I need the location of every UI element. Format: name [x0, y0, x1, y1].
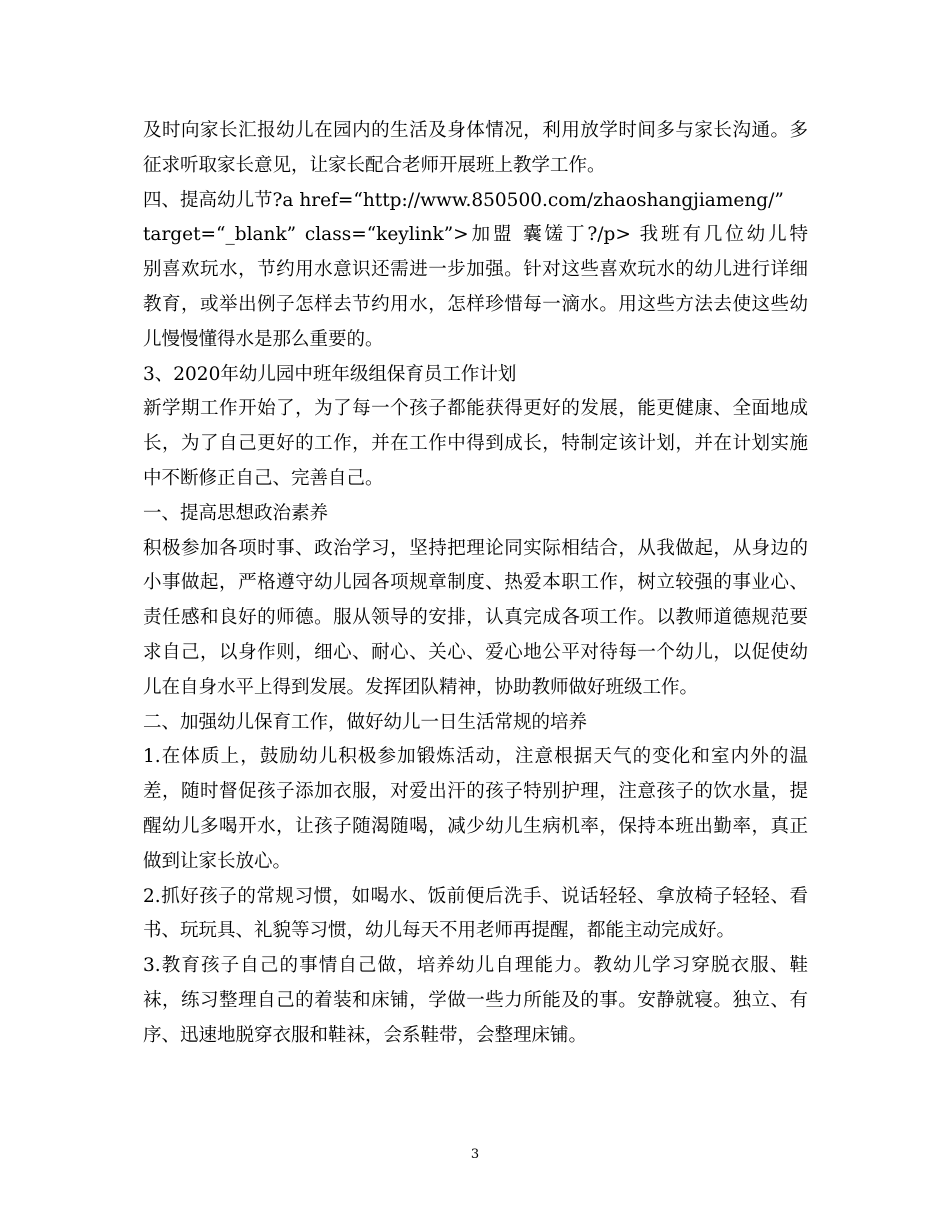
text-line: 积极参加各项时事、政治学习，坚持把理论同实际相结合，从我做起，从身边的	[143, 537, 808, 559]
text-line: 3、2020年幼儿园中班年级组保育员工作计划	[143, 363, 517, 385]
text-line: 新学期工作开始了，为了每一个孩子都能获得更好的发展，能更健康、全面地成	[143, 398, 808, 420]
text-line: 儿慢慢懂得水是那么重要的。	[143, 328, 384, 350]
text-line: 1.在体质上，鼓励幼儿积极参加锻炼活动，注意根据天气的变化和室内外的温	[143, 746, 808, 768]
document-body	[143, 114, 808, 1054]
text-line: 差，随时督促孩子添加衣服，对爱出汗的孩子特别护理，注意孩子的饮水量，提	[143, 781, 808, 803]
text-line: 责任感和良好的师德。服从领导的安排，认真完成各项工作。以教师道德规范要	[143, 607, 808, 629]
text-line: 及时向家长汇报幼儿在园内的生活及身体情况，利用放学时间多与家长沟通。多	[143, 120, 808, 141]
text-line: 教育，或举出例子怎样去节约用水，怎样珍惜每一滴水。用这些方法去使这些幼	[143, 293, 808, 315]
text-line: 长，为了自己更好的工作，并在工作中得到成长，特制定该计划，并在计划实施	[143, 433, 808, 455]
page-number: 3	[470, 1147, 480, 1162]
text-line: 小事做起，严格遵守幼儿园各项规章制度、热爱本职工作，树立较强的事业心、	[143, 572, 808, 594]
text-line: 书、玩玩具、礼貌等习惯，幼儿每天不用老师再提醒，都能主动完成好。	[143, 920, 736, 942]
text-line: 一、提高思想政治素养	[143, 502, 329, 524]
text-line: 醒幼儿多喝开水，让孩子随渴随喝，减少幼儿生病机率，保持本班出勤率，真正	[143, 815, 808, 837]
text-line: 求自己，以身作则，细心、耐心、关心、爱心地公平对待每一个幼儿，以促使幼	[143, 641, 808, 663]
text-line: 儿在自身水平上得到发展。发挥团队精神，协助教师做好班级工作。	[143, 676, 699, 698]
text-line: 3.教育孩子自己的事情自己做，培养幼儿自理能力。教幼儿学习穿脱衣服、鞋	[143, 955, 808, 977]
text-line: target=“_blank” class=“keylink”>加盟 囊馐丁?/p> 我班有几位幼儿特	[143, 224, 808, 246]
text-line: 中不断修正自己、完善自己。	[143, 467, 384, 489]
text-line: 袜，练习整理自己的着装和床铺，学做一些力所能及的事。安静就寝。独立、有	[143, 989, 808, 1011]
text-line: 做到让家长放心。	[143, 850, 292, 872]
text-line: 四、提高幼儿节?a href=“http://www.850500.com/zhaoshangjiameng/”	[143, 189, 784, 211]
text-line: 征求听取家长意见，让家长配合老师开展班上教学工作。	[143, 154, 606, 176]
text-line: 别喜欢玩水，节约用水意识还需进一步加强。针对这些喜欢玩水的幼儿进行详细	[143, 259, 808, 281]
text-line: 序、迅速地脱穿衣服和鞋袜，会系鞋带，会整理床铺。	[143, 1024, 588, 1046]
text-line: 二、加强幼儿保育工作，做好幼儿一日生活常规的培养	[143, 711, 588, 733]
text-line: 2.抓好孩子的常规习惯，如喝水、饭前便后洗手、说话轻轻、拿放椅子轻轻、看	[143, 885, 808, 907]
